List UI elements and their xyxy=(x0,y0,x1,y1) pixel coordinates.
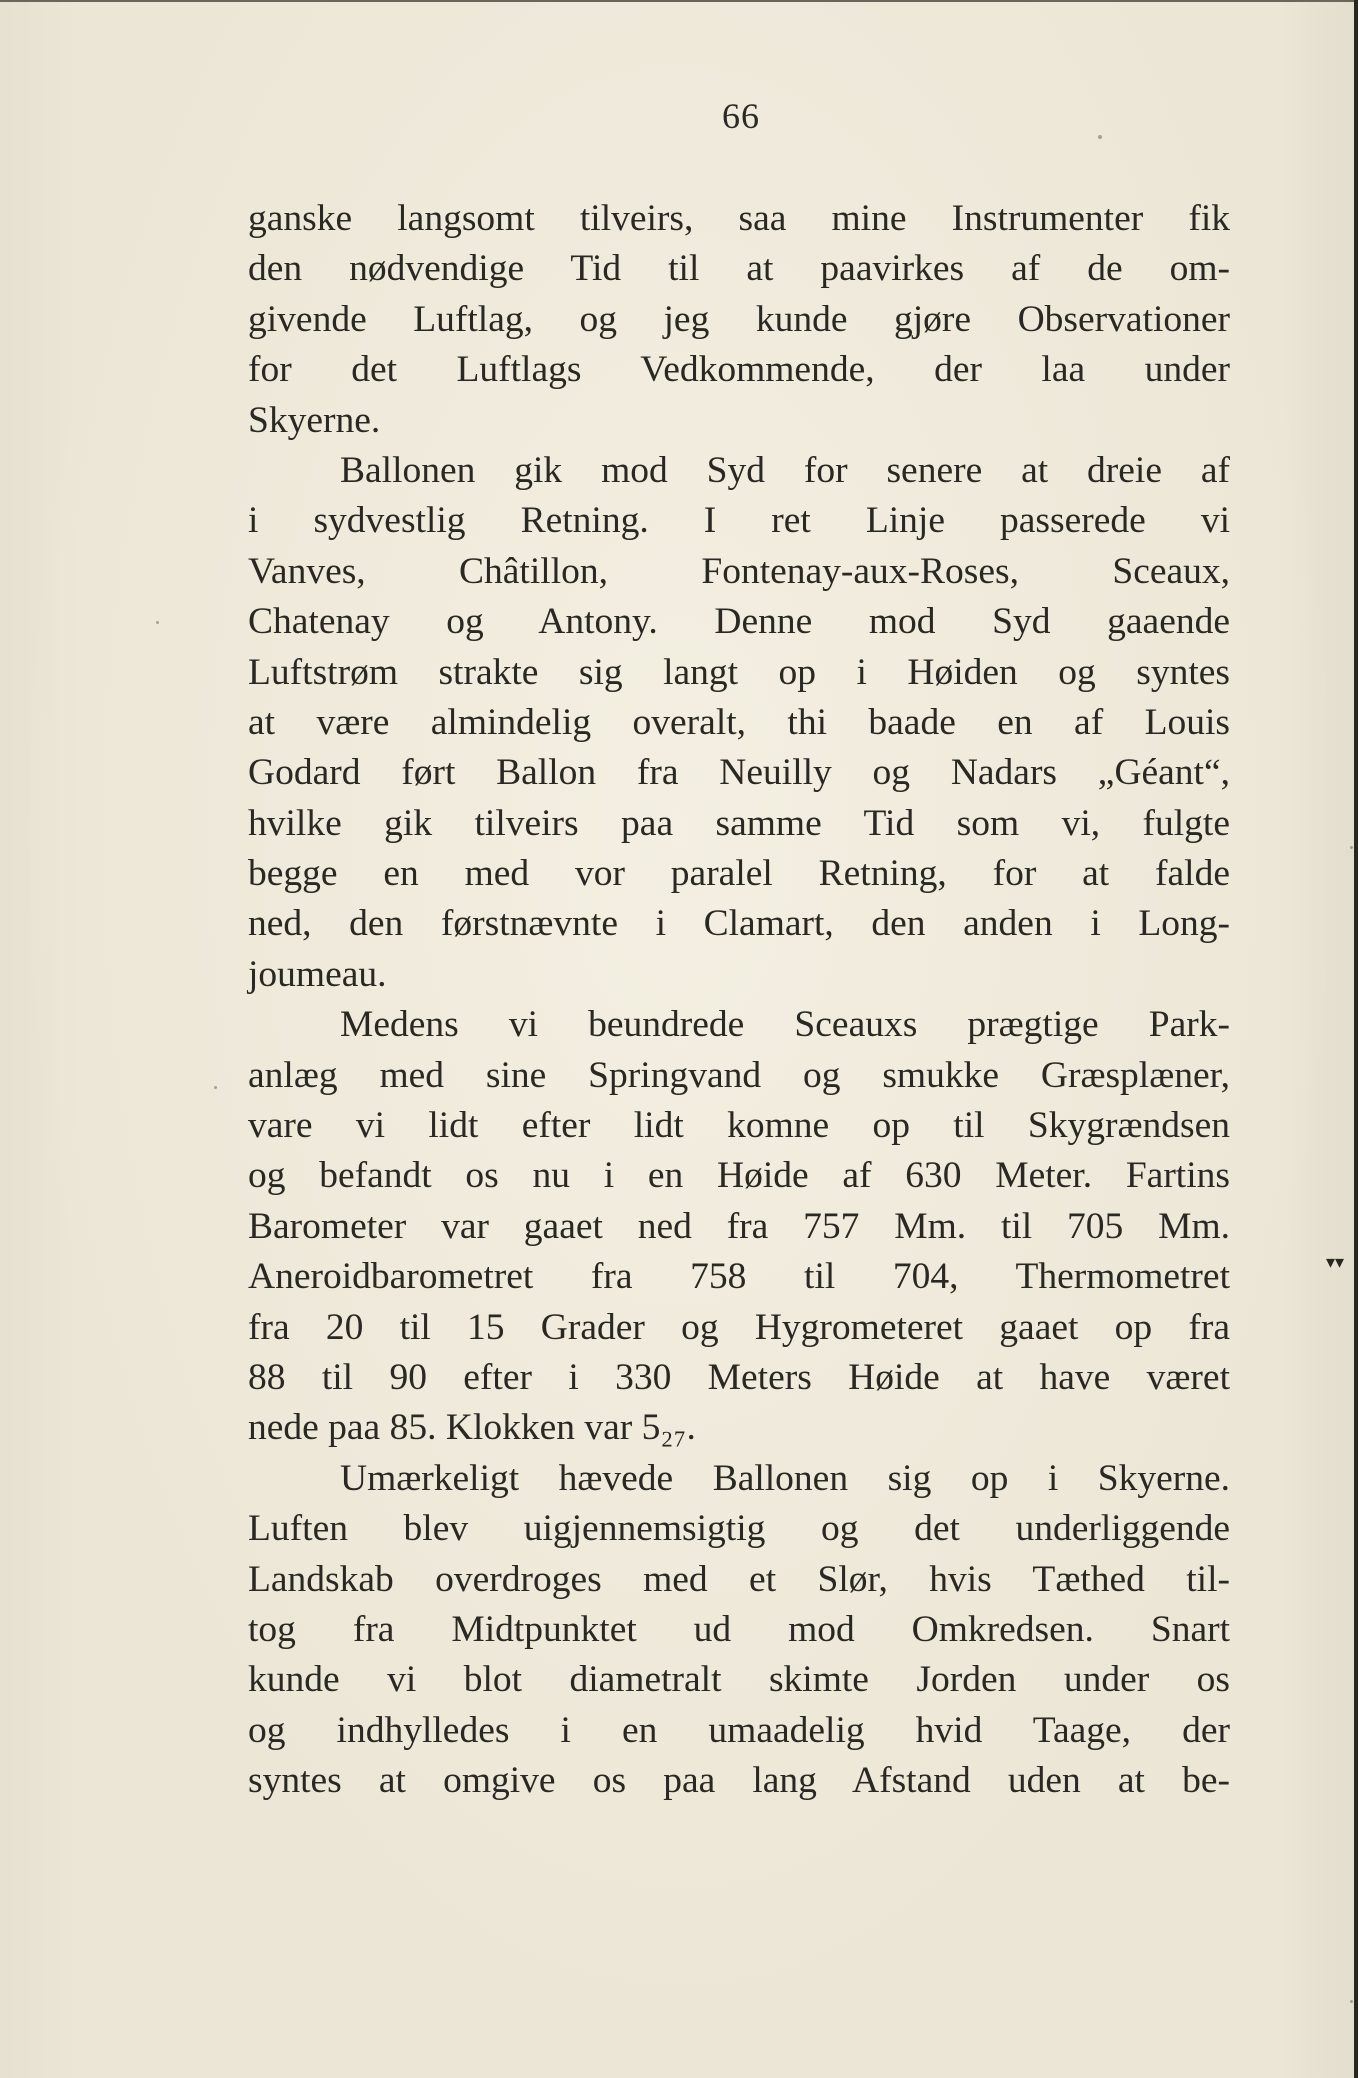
text-line: Aneroidbarometret fra 758 til 704, Thermometret xyxy=(248,1256,1230,1298)
scan-right-edge xyxy=(1354,0,1358,2078)
paragraph-first-line: Medens vi beundrede Sceauxs prægtige Park- xyxy=(340,1004,1230,1046)
text-line: Luftstrøm strakte sig langt op i Høiden og syntes xyxy=(248,651,1230,693)
scan-speck xyxy=(1098,135,1102,139)
text-line: og befandt os nu i en Høide af 630 Meter. Fartins xyxy=(248,1155,1230,1197)
text-line: Skyerne. xyxy=(248,399,381,441)
text-line: anlæg med sine Springvand og smukke Græsplæner, xyxy=(248,1054,1230,1096)
text-line: 88 til 90 efter i 330 Meters Høide at have været xyxy=(248,1356,1230,1398)
text-line: for det Luftlags Vedkommende, der laa under xyxy=(248,349,1230,391)
text-line: ned, den førstnævnte i Clamart, den anden i Long- xyxy=(248,903,1230,945)
text-line: hvilke gik tilveirs paa samme Tid som vi, fulgte xyxy=(248,802,1230,844)
body-text xyxy=(248,194,1230,1807)
text-line: begge en med vor paralel Retning, for at falde xyxy=(248,853,1230,895)
text-line: joumeau. xyxy=(248,953,387,995)
text-line: Landskab overdroges med et Slør, hvis Tæthed til- xyxy=(248,1558,1230,1600)
text-line: den nødvendige Tid til at paavirkes af de om- xyxy=(248,248,1230,290)
text-line: givende Luftlag, og jeg kunde gjøre Observationer xyxy=(248,298,1230,340)
text-line: syntes at omgive os paa lang Afstand uden at be- xyxy=(248,1760,1230,1802)
page-number: 66 xyxy=(722,96,760,136)
text-line: Vanves, Châtillon, Fontenay-aux-Roses, Sceaux, xyxy=(248,550,1230,592)
scan-speck xyxy=(214,1086,217,1089)
paragraph-first-line: Umærkeligt hævede Ballonen sig op i Skyerne. xyxy=(340,1457,1230,1499)
paragraph-first-line: Ballonen gik mod Syd for senere at dreie af xyxy=(340,449,1230,491)
text-line: og indhylledes i en umaadelig hvid Taage, der xyxy=(248,1709,1230,1751)
scan-speck xyxy=(1350,2000,1353,2003)
scan-top-edge xyxy=(0,0,1358,2)
text-line: nede paa 85. Klokken var 5₂₇. xyxy=(248,1407,696,1449)
text-line: Chatenay og Antony. Denne mod Syd gaaende xyxy=(248,601,1230,643)
scan-speck xyxy=(156,621,159,624)
text-line: fra 20 til 15 Grader og Hygrometeret gaaet op fra xyxy=(248,1306,1230,1348)
margin-mark: ▾▾ xyxy=(1326,1252,1345,1272)
text-line: tog fra Midtpunktet ud mod Omkredsen. Snart xyxy=(248,1608,1230,1650)
text-line: ganske langsomt tilveirs, saa mine Instrumenter fik xyxy=(248,198,1230,239)
text-line: Godard ført Ballon fra Neuilly og Nadars „Géant“, xyxy=(248,752,1230,794)
text-line: Barometer var gaaet ned fra 757 Mm. til 705 Mm. xyxy=(248,1205,1230,1247)
text-line: i sydvestlig Retning. I ret Linje passerede vi xyxy=(248,500,1230,542)
text-line: at være almindelig overalt, thi baade en af Louis xyxy=(248,701,1230,743)
text-line: vare vi lidt efter lidt komne op til Skygrændsen xyxy=(248,1105,1230,1147)
scan-speck xyxy=(1350,846,1353,849)
text-line: kunde vi blot diametralt skimte Jorden under os xyxy=(248,1659,1230,1701)
text-line: Luften blev uigjennemsigtig og det underliggende xyxy=(248,1508,1230,1550)
